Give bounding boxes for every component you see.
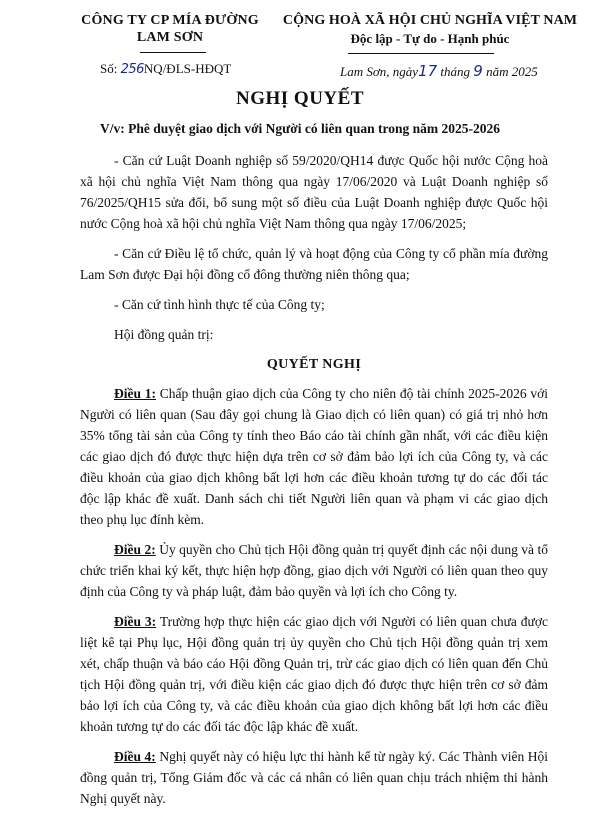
national-title: CỘNG HOÀ XÃ HỘI CHỦ NGHĨA VIỆT NAM (282, 13, 578, 28)
legal-basis-3: - Căn cứ tình hình thực tế của Công ty; (114, 297, 325, 312)
national-header (270, 12, 590, 47)
board-label: Hội đồng quản trị: (114, 327, 214, 342)
month-label: tháng (440, 64, 471, 79)
document-number (100, 60, 231, 79)
article-3-label: Điều 3: (114, 614, 157, 629)
article-1 (80, 383, 548, 530)
motto-underline (348, 53, 494, 54)
resolves-heading: QUYẾT NGHỊ (266, 357, 362, 372)
place-date (340, 62, 538, 81)
day-handwritten: 17 (418, 62, 438, 80)
article-4-text: Nghị quyết này có hiệu lực thi hành kể từ ngày ký. Các Thành viên Hội đồng quản trị, Tổng Giám đốc và các cá nhân có liên quan chịu trách nhiệm thi hành Nghị quyết này. (80, 749, 548, 806)
article-2-text: Ủy quyền cho Chủ tịch Hội đồng quản trị quyết định các nội dung và tổ chức triển khai ký kết, thực hiện hợp đồng, giao dịch với Người có liên quan theo quy định của Công ty và pháp luật, đảm bảo quyền và lợi ích cho Công ty. (80, 542, 549, 599)
company-name-line2: LAM SƠN (136, 30, 204, 45)
company-name-line1: CÔNG TY CP MÍA ĐƯỜNG (81, 13, 259, 28)
document-subject: V/v: Phê duyệt giao dịch với Người có liên quan trong năm 2025-2026 (99, 121, 501, 136)
document-body (80, 150, 548, 818)
national-motto: Độc lập - Tự do - Hạnh phúc (350, 31, 510, 46)
issuer-block (70, 12, 270, 46)
year-label: năm 2025 (486, 64, 538, 79)
legal-basis-1: - Căn cứ Luật Doanh nghiệp số 59/2020/QH14 được Quốc hội nước Cộng hoà xã hội chủ nghĩa Việt Nam thông qua ngày 17/06/2020 và Luật Doanh nghiệp số 76/2025/QH15 sửa đổi, bổ sung một số điều của Luật Doanh nghiệp được Quốc hội nước Cộng hoà xã hội chủ nghĩa Việt Nam thông qua ngày 17/06/2025; (80, 153, 548, 231)
doc-number-suffix: NQ/ĐLS-HĐQT (143, 61, 232, 76)
article-2-label: Điều 2: (114, 542, 156, 557)
legal-basis-2: - Căn cứ Điều lệ tổ chức, quản lý và hoạt động của Công ty cổ phần mía đường Lam Sơn được Đại hội đồng cổ đông thường niên thông qua; (80, 246, 548, 282)
doc-number-prefix: Số: (100, 61, 118, 76)
article-2 (80, 539, 548, 602)
document-title: NGHỊ QUYẾT (236, 88, 364, 109)
doc-number-handwritten: 256 (120, 62, 144, 77)
article-3-text: Trường hợp thực hiện các giao dịch với Người có liên quan chưa được liệt kê tại Phụ lục, Hội đồng quản trị ủy quyền cho Chủ tịch Hội đồng quản trị xem xét, chấp thuận và báo cáo Hội đồng Quản trị, trừ các giao dịch có liên quan đến Chủ tịch Hội đồng quản trị, với điều kiện các giao dịch đó được thực hiện trên cơ sở đảm bảo lợi ích của Công ty, và các điều khoản của giao dịch không bất lợi hơn các điều khoản tương tự do các đối tác độc lập khác đề xuất. (80, 614, 549, 734)
article-1-text: Chấp thuận giao dịch của Công ty cho niên độ tài chính 2025-2026 với Người có liên quan (Sau đây gọi chung là Giao dịch có liên quan) có giá trị nhỏ hơn 35% tổng tài sản của Công ty tính theo Báo cáo tài chính gần nhất, với các điều kiện các giao dịch đó được thực hiện dựa trên cơ sở đảm bảo lợi ích của Công ty, và các điều khoản của giao dịch không bất lợi hơn các điều khoản tương tự do các đối tác độc lập khác đề xuất. Danh sách chi tiết Người liên quan và phạm vi các giao dịch theo phụ lục đính kèm. (80, 386, 548, 527)
month-handwritten: 9 (473, 62, 483, 80)
article-1-label: Điều 1: (114, 386, 157, 401)
place-prefix: Lam Sơn, ngày (340, 64, 419, 79)
article-4-label: Điều 4: (114, 749, 156, 764)
article-3 (80, 611, 548, 737)
issuer-underline (140, 52, 206, 53)
